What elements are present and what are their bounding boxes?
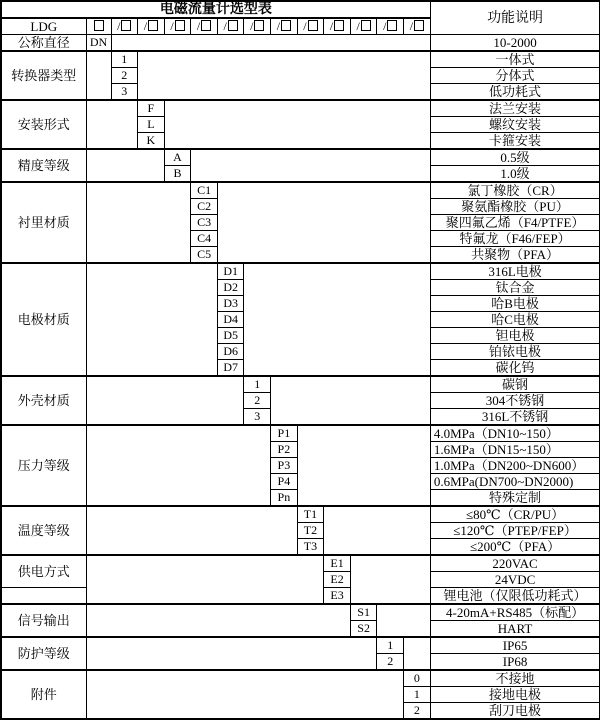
code-cell: 1	[404, 687, 431, 703]
value-cell: 聚氨酯橡胶（PU）	[430, 199, 600, 215]
code-cell: F	[138, 100, 165, 117]
code-cell: D2	[217, 280, 244, 296]
code-cell: D3	[217, 296, 244, 312]
value-cell: 氯丁橡胶（CR）	[430, 182, 600, 199]
value-cell: 0.6MPa(DN700~DN2000)	[430, 474, 600, 490]
square-box-icon	[387, 20, 397, 31]
code-cell: S2	[350, 621, 377, 638]
code-cell: L	[138, 117, 165, 133]
value-cell: 共聚物（PFA）	[430, 247, 600, 264]
value-cell: 螺纹安装	[430, 117, 600, 133]
value-cell: IP68	[430, 654, 600, 671]
empty-cell	[86, 637, 377, 670]
square-box-icon	[254, 20, 264, 31]
value-cell: 304不锈钢	[430, 393, 600, 409]
code-cell: P4	[271, 474, 298, 490]
section-label: 信号输出	[1, 604, 86, 637]
empty-cell	[404, 637, 431, 670]
code-cell: 1	[377, 637, 404, 654]
model-slot: /	[324, 18, 351, 35]
empty-cell	[86, 604, 350, 637]
code-cell: K	[138, 133, 165, 150]
empty-cell	[271, 376, 431, 425]
code-cell: 2	[377, 654, 404, 671]
square-box-icon	[175, 20, 185, 31]
code-cell: 3	[111, 84, 138, 101]
value-cell: 不接地	[430, 670, 600, 687]
value-cell: 24VDC	[430, 572, 600, 588]
section-label: 压力等级	[1, 425, 86, 506]
square-box-icon	[308, 20, 318, 31]
model-slot	[86, 18, 111, 35]
function-column-header: 功能说明	[430, 1, 600, 35]
value-cell: 铂铱电极	[430, 344, 600, 360]
square-box-icon	[361, 20, 371, 31]
empty-cell	[86, 51, 111, 100]
empty-cell	[86, 555, 324, 604]
empty-cell	[1, 588, 86, 605]
empty-cell	[244, 263, 430, 376]
value-cell: 特氟龙（F46/FEP）	[430, 231, 600, 247]
value-cell: ≤200℃（PFA）	[430, 539, 600, 556]
code-cell: B	[164, 166, 191, 183]
square-box-icon	[94, 20, 104, 31]
value-cell: 钽电极	[430, 328, 600, 344]
value-cell: 特殊定制	[430, 490, 600, 507]
code-cell: D4	[217, 312, 244, 328]
empty-cell	[86, 376, 244, 425]
code-cell: A	[164, 149, 191, 166]
value-cell: 聚四氟乙烯（F4/PTFE）	[430, 215, 600, 231]
code-cell: 1	[244, 376, 271, 393]
code-cell: D1	[217, 263, 244, 280]
value-cell: 1.0MPa（DN200~DN600）	[430, 458, 600, 474]
empty-cell	[138, 51, 431, 100]
value-cell: 碳化钨	[430, 360, 600, 377]
value-cell: 一体式	[430, 51, 600, 68]
empty-cell	[86, 100, 138, 149]
section-label: 供电方式	[1, 555, 86, 588]
model-slot: /	[164, 18, 191, 35]
code-cell: 2	[111, 68, 138, 84]
model-slot: /	[271, 18, 298, 35]
value-cell: 220VAC	[430, 555, 600, 572]
model-slot: /	[217, 18, 244, 35]
model-slot: /	[191, 18, 218, 35]
code-cell: 0	[404, 670, 431, 687]
empty-cell	[350, 555, 430, 604]
empty-cell	[111, 35, 430, 52]
empty-cell	[86, 263, 217, 376]
code-cell: C2	[191, 199, 218, 215]
square-box-icon	[121, 20, 131, 31]
empty-cell	[86, 506, 297, 555]
value-cell: 4.0MPa（DN10~150）	[430, 425, 600, 442]
code-cell: P3	[271, 458, 298, 474]
value-cell: ≤120℃（PTEP/FEP）	[430, 523, 600, 539]
model-prefix: LDG	[1, 18, 86, 35]
code-cell: 1	[111, 51, 138, 68]
square-box-icon	[281, 20, 291, 31]
value-cell: 卡箍安装	[430, 133, 600, 150]
value-cell: 法兰安装	[430, 100, 600, 117]
empty-cell	[324, 506, 431, 555]
code-cell: 2	[404, 703, 431, 720]
model-slot: /	[138, 18, 165, 35]
page-title: 电磁流量计选型表	[1, 1, 430, 18]
value-cell: 0.5级	[430, 149, 600, 166]
section-label: 转换器类型	[1, 51, 86, 100]
code-cell: D7	[217, 360, 244, 377]
empty-cell	[377, 604, 430, 637]
section-label: 安装形式	[1, 100, 86, 149]
code-cell: E2	[324, 572, 351, 588]
model-slot: /	[377, 18, 404, 35]
value-cell: 接地电极	[430, 687, 600, 703]
code-cell: C4	[191, 231, 218, 247]
empty-cell	[217, 182, 430, 263]
value-cell: 低功耗式	[430, 84, 600, 101]
value-cell: 1.6MPa（DN15~150）	[430, 442, 600, 458]
code-cell: D6	[217, 344, 244, 360]
model-slot: /	[404, 18, 431, 35]
section-label: 防护等级	[1, 637, 86, 670]
section-label: 附件	[1, 670, 86, 719]
code-cell: E1	[324, 555, 351, 572]
empty-cell	[86, 670, 404, 719]
code-cell: P2	[271, 442, 298, 458]
model-slot: /	[350, 18, 377, 35]
model-slot: /	[244, 18, 271, 35]
empty-cell	[86, 182, 191, 263]
code-cell: S1	[350, 604, 377, 621]
square-box-icon	[414, 20, 424, 31]
square-box-icon	[201, 20, 211, 31]
value-cell: ≤80℃（CR/PU）	[430, 506, 600, 523]
section-label: 精度等级	[1, 149, 86, 182]
value-cell: 316L不锈钢	[430, 409, 600, 426]
value-cell: IP65	[430, 637, 600, 654]
section-label: 衬里材质	[1, 182, 86, 263]
model-slot: /	[297, 18, 324, 35]
value-cell: 10-2000	[430, 35, 600, 52]
code-cell: DN	[86, 35, 111, 52]
value-cell: 碳钢	[430, 376, 600, 393]
value-cell: 4-20mA+RS485（标配）	[430, 604, 600, 621]
section-label: 外壳材质	[1, 376, 86, 425]
code-cell: 2	[244, 393, 271, 409]
model-slot: /	[111, 18, 138, 35]
value-cell: 刮刀电极	[430, 703, 600, 720]
value-cell: 分体式	[430, 68, 600, 84]
code-cell: C5	[191, 247, 218, 264]
code-cell: C3	[191, 215, 218, 231]
code-cell: P1	[271, 425, 298, 442]
value-cell: HART	[430, 621, 600, 638]
value-cell: 钛合金	[430, 280, 600, 296]
code-cell: T1	[297, 506, 324, 523]
code-cell: T3	[297, 539, 324, 556]
section-label: 温度等级	[1, 506, 86, 555]
section-label: 公称直径	[1, 35, 86, 52]
value-cell: 316L电极	[430, 263, 600, 280]
code-cell: D5	[217, 328, 244, 344]
code-cell: 3	[244, 409, 271, 426]
square-box-icon	[334, 20, 344, 31]
empty-cell	[86, 149, 164, 182]
code-cell: E3	[324, 588, 351, 605]
section-label: 电极材质	[1, 263, 86, 376]
code-cell: T2	[297, 523, 324, 539]
value-cell: 1.0级	[430, 166, 600, 183]
code-cell: Pn	[271, 490, 298, 507]
value-cell: 锂电池（仅限低功耗式）	[430, 588, 600, 605]
empty-cell	[164, 100, 430, 149]
empty-cell	[86, 425, 271, 506]
square-box-icon	[228, 20, 238, 31]
value-cell: 哈C电极	[430, 312, 600, 328]
empty-cell	[191, 149, 431, 182]
square-box-icon	[148, 20, 158, 31]
code-cell: C1	[191, 182, 218, 199]
value-cell: 哈B电极	[430, 296, 600, 312]
empty-cell	[297, 425, 430, 506]
